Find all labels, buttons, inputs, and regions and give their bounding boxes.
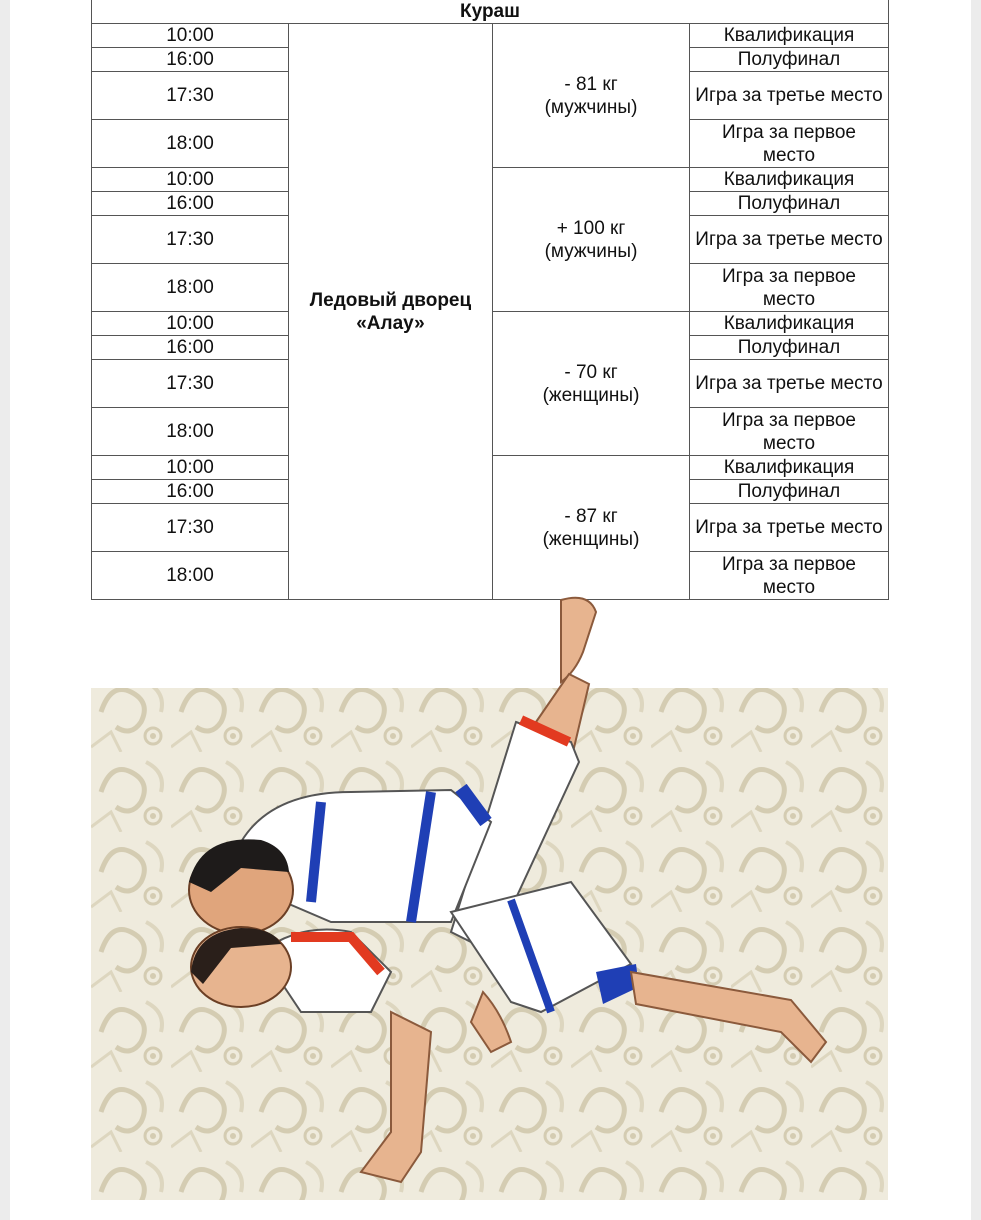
kurash-wrestlers-illustration [91, 592, 888, 1200]
stage-cell: Квалификация [690, 168, 889, 192]
weight-label: - 87 кг [564, 505, 618, 527]
gender-label: (женщины) [542, 528, 640, 550]
stage-cell: Квалификация [690, 456, 889, 480]
stage-cell: Квалификация [690, 312, 889, 336]
stage-cell: Игра за первое место [690, 264, 889, 312]
stage-cell: Квалификация [690, 24, 889, 48]
time-cell: 18:00 [92, 552, 289, 600]
gender-label: (мужчины) [544, 240, 638, 262]
document-page [10, 0, 971, 1220]
stage-cell: Игра за третье место [690, 72, 889, 120]
time-cell: 17:30 [92, 72, 289, 120]
table-row [92, 24, 889, 48]
weight-label: - 70 кг [564, 361, 618, 383]
stage-cell: Игра за первое место [690, 120, 889, 168]
weight-label: - 81 кг [564, 73, 618, 95]
stage-cell: Игра за третье место [690, 504, 889, 552]
time-cell: 16:00 [92, 336, 289, 360]
time-cell: 10:00 [92, 456, 289, 480]
time-cell: 10:00 [92, 168, 289, 192]
venue-name: Ледовый дворец [309, 289, 472, 311]
weight-category-cell [493, 456, 690, 600]
time-cell: 18:00 [92, 408, 289, 456]
stage-cell: Игра за первое место [690, 552, 889, 600]
weight-category-cell [493, 168, 690, 312]
stage-cell: Полуфинал [690, 192, 889, 216]
gender-label: (женщины) [542, 384, 640, 406]
venue-cell [289, 24, 493, 600]
time-cell: 17:30 [92, 504, 289, 552]
weight-category-cell [493, 312, 690, 456]
stage-cell: Игра за первое место [690, 408, 889, 456]
weight-category-cell [493, 24, 690, 168]
time-cell: 16:00 [92, 48, 289, 72]
weight-label: + 100 кг [556, 217, 626, 239]
time-cell: 16:00 [92, 192, 289, 216]
stage-cell: Полуфинал [690, 48, 889, 72]
schedule-table [91, 0, 889, 600]
stage-cell: Игра за третье место [690, 360, 889, 408]
venue-subname: «Алау» [356, 312, 425, 334]
stage-cell: Полуфинал [690, 480, 889, 504]
time-cell: 17:30 [92, 216, 289, 264]
time-cell: 16:00 [92, 480, 289, 504]
stage-cell: Игра за третье место [690, 216, 889, 264]
gender-label: (мужчины) [544, 96, 638, 118]
stage-cell: Полуфинал [690, 336, 889, 360]
time-cell: 17:30 [92, 360, 289, 408]
time-cell: 10:00 [92, 312, 289, 336]
time-cell: 10:00 [92, 24, 289, 48]
time-cell: 18:00 [92, 264, 289, 312]
sport-title: Кураш [92, 0, 889, 24]
time-cell: 18:00 [92, 120, 289, 168]
